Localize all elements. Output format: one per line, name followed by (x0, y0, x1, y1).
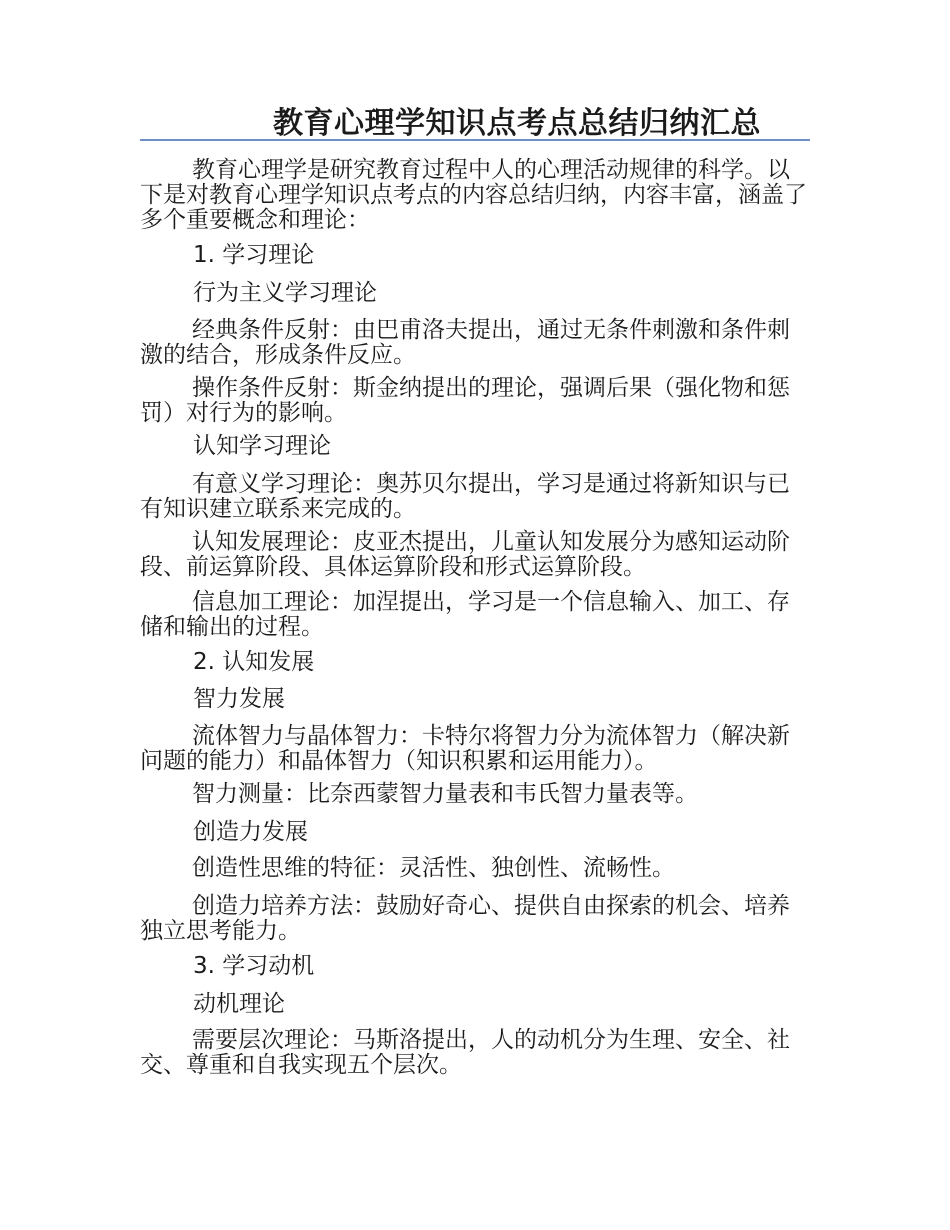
section-heading-cognitive-development: 2. 认知发展 (193, 649, 315, 675)
item-cognitive-development: 认知发展理论：皮亚杰提出，儿童认知发展分为感知运动阶段、前运算阶段、具体运算阶段和形式运算阶段。 (140, 529, 790, 580)
item-intelligence-measurement: 智力测量：比奈西蒙智力量表和韦氏智力量表等。 (192, 781, 698, 807)
item-creative-thinking: 创造性思维的特征：灵活性、独创性、流畅性。 (192, 855, 675, 881)
intro-paragraph: 教育心理学是研究教育过程中人的心理活动规律的科学。以下是对教育心理学知识点考点的内容总结归纳，内容丰富，涵盖了多个重要概念和理论： (140, 157, 807, 233)
item-information-processing: 信息加工理论：加涅提出，学习是一个信息输入、加工、存储和输出的过程。 (140, 589, 790, 640)
subheading-intelligence: 智力发展 (193, 686, 285, 712)
subheading-cognitive-learning: 认知学习理论 (193, 433, 331, 459)
item-operant-conditioning: 操作条件反射：斯金纳提出的理论，强调后果（强化物和惩罚）对行为的影响。 (140, 375, 790, 426)
section-heading-motivation: 3. 学习动机 (193, 953, 315, 979)
item-meaningful-learning: 有意义学习理论：奥苏贝尔提出，学习是通过将新知识与已有知识建立联系来完成的。 (140, 471, 790, 522)
subheading-creativity: 创造力发展 (193, 819, 308, 845)
subheading-behaviorism: 行为主义学习理论 (193, 280, 377, 306)
title-underline (140, 139, 810, 141)
item-classical-conditioning: 经典条件反射：由巴甫洛夫提出，通过无条件刺激和条件刺激的结合，形成条件反应。 (140, 317, 790, 368)
document-title: 教育心理学知识点考点总结归纳汇总 (273, 106, 761, 141)
subheading-motivation-theory: 动机理论 (193, 991, 285, 1017)
item-creativity-cultivation: 创造力培养方法：鼓励好奇心、提供自由探索的机会、培养独立思考能力。 (140, 893, 790, 944)
item-fluid-crystallized: 流体智力与晶体智力：卡特尔将智力分为流体智力（解决新问题的能力）和晶体智力（知识积累和运用能力）。 (140, 723, 790, 774)
item-hierarchy-of-needs: 需要层次理论：马斯洛提出，人的动机分为生理、安全、社交、尊重和自我实现五个层次。 (140, 1027, 790, 1078)
section-heading-learning-theory: 1. 学习理论 (193, 242, 315, 268)
